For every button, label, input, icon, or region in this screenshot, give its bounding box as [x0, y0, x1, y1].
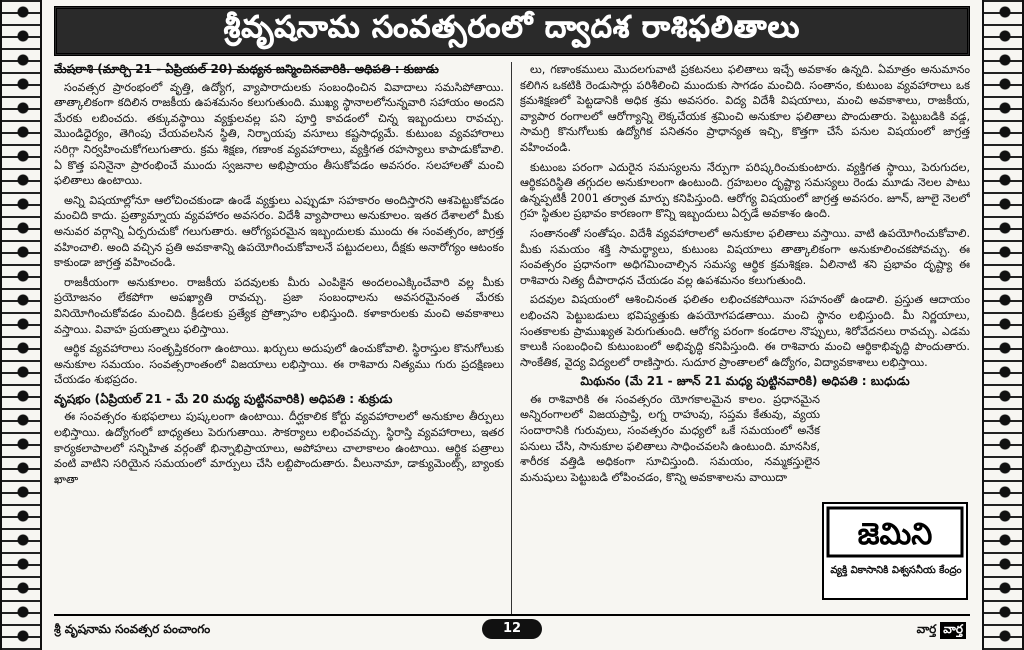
- decorative-left-border: [0, 0, 42, 650]
- continued-paragraph: లు, గణాంకములు మొదలగువాటి ప్రకటనలు ఫలితాలు ఇచ్చే అవకాశం ఉన్నది. ఏమాత్రం అనుమానం కలిగిన ఒకటికి రెండుసార్లు పరిశీలించి ముందుకు సాగడం మంచిది. సంతానం, కుటుంబ వ్యవహారాలు ఒక క్రమశిక్షణలో పెట్టడానికి అధిక శ్రమ అవసరం. విద్య విదేశీ విషయాలు, మంచి అవకాశాలు, రాజకీయ, వ్యాపార రంగాలలో ఆరోగ్యాన్ని లెక్కచేయక శ్రమించి అనుకూల ఫలితాలు పొందుతారు. పెట్టుబడికి వడ్డ, సామగ్రి కొనుగోలుకు ఉద్యోగిక పనితనం ప్రాధాన్యత ఇచ్చి, కొత్తగా చేసే పనుల విషయంలో జాగ్రత్త వహించండి.: [520, 63, 970, 154]
- jemini-advertisement: [822, 502, 968, 600]
- mesha-paragraph: సంవత్సర ప్రారంభంలో వృత్తి, ఉద్యోగ, వ్యాపారాదులకు సంబంధించిన వివాదాలు సమసిపోతాయి. తాత్కాలికంగా కదిలిన రాజకీయ ఉపశమనం కలుగుతుంది. ముఖ్య స్థానాలలోనున్నవారి సహాయం అందని మేరకు లబించదు. తక్కువస్థాయి వ్యక్తులవల్ల పని పూర్తి కావడంలో చిన్న ఇబ్బందులు రావచ్చు. మొండిధైర్యం, తెగింపు చేయవలసిన స్థితి, నిర్భాయపు వసూలు కష్టసాధ్యమే. కుటుంబ వ్యవహారాలు సరిగ్గా నిర్వహించుకోగలుగుతారు. క్రమ శిక్షణ, గణాంక వ్యవహారాలు, వ్యక్తిగత రహస్యాలు కాపాడుకోవాలి. ఏ కొత్త పనినైనా ప్రారంభించే ముందు స్వజనాల అభిప్రాయం తీసుకోవడం అవసరం. సలహాలతో మంచి ఫలితాలు ఉంటాయి.: [54, 80, 504, 188]
- mithuna-paragraph: ఈ రాశివారికి ఈ సంవత్సరం యోగకాలమైన కాలం. ప్రధానమైన అన్నిరంగాలలో విజయప్రాప్తి, లగ్న రాహువు, సప్తమ కేతువు, వ్యయ సందారానికి గురువులు, సంవత్సరం మధ్యలో ఒకే సమయంలో అనేక పనులు చేసి, సానుకూల ఫలితాలు సాధించవలసి ఉంటుంది. మానసిక, శారీరక వత్తిడి అధికంగా సూచిస్తుంది. సమయం, నమ్మకస్తులైన మనుషులు పెట్టుబడి లోపించడం, కొన్ని అవకాశాలను వాయిదా: [520, 392, 820, 484]
- continued-paragraph: కుటుంబ పరంగా ఎదురైన సమస్యలను నేర్పుగా పరిష్కరించుకుంటారు. వ్యక్తిగత స్థాయి, పెరుగుదల, ఆర్థికపరిస్థితి తగ్గుదల అనుకూలంగా ఉంటుంది. గ్రహబలం దృష్ట్యా సమస్యలు రెండు మూడు నెలల పాటు ఉన్నప్పటికీ 2001 తర్వాత మార్పు కనిపిస్తుంది. ఆరోగ్య విషయంలో జాగ్రత్త అవసరం. జూన్, జూలై నెలలో గ్రహ స్థితుల ప్రభావం కారణంగా కొన్ని ఇబ్బందులు ఏర్పడే అవకాశం ఉంది.: [520, 160, 970, 221]
- jemini-logo: [824, 504, 966, 560]
- page-title: శ్రీవృషనామ సంవత్సరంలో ద్వాదశ రాశిఫలితాలు: [223, 10, 801, 45]
- vrushabha-paragraph: ఈ సంవత్సరం శుభఫలాలు పుష్కలంగా ఉంటాయి. దీర్ఘకాలిక కోర్టు వ్యవహారాలలో అనుకూల తీర్పులు లభిస్తాయి. ఉద్యోగంలో బాధ్యతలు పెరుగుతాయి. సౌకర్యాలు లభించవచ్చు. స్థిరాస్తి వ్యవహారాలు, ఇతర కార్యకలాపాలలో సన్నిహిత వర్గంతో భిన్నాభిప్రాయాలు, అపోహలు చాలాకాలం ఉంటాయి. ఆర్థిక పత్రాలు వంటి వాటిని సరియైన సమయంలో మార్పులు చేసి లబ్దిపొందుతారు. వీలునామా, డాక్యుమెంట్స్, బ్యాంకు ఖాతా: [54, 410, 504, 486]
- mesha-paragraph: రాజకీయంగా అనుకూలం. రాజకీయ పదవులకు మీరు ఎంపికైన అందలంఎక్కించేవారి వల్ల మీకు ప్రయోజనం లేకపోగా అపఖ్యాతి రావచ్చు. ప్రజా సంబంధాలను అవసరమైనంత మేరకు వినియోగించుకోవడం మంచిది. క్రీడలకు ప్రత్యేక ప్రోత్సాహం లభిస్తుంది. కళాకారులకు మంచి అవకాశాలు వస్తాయి. వివాహ ప్రయత్నాలు ఫలిస్తాయి.: [54, 275, 504, 336]
- left-column: [54, 62, 504, 614]
- jemini-tagline: వ్యక్తి వికాసానికి విశ్వసనీయ కేంద్రం: [830, 565, 962, 576]
- column-divider: [511, 62, 512, 614]
- continued-paragraph: సంతానంతో సంతోషం. విదేశీ వ్యవహారాలలో అనుకూల ఫలితాలు వస్తాయి. వాటి ఉపయోగించుకోవాలి. మీకు సమయం శక్తి సామర్థ్యాలు, కుటుంబ విషయాలు తాత్కాలికంగా అనుకూలించకపోవచ్చు. ఈ సంవత్సరం ప్రధానంగా అధిగమించాల్సిన సమస్య ఆర్థిక క్రమశిక్షణ. ఏలినాటి శని ప్రభావం దృష్ట్యా ఈ రాశివారు నిత్య దీపారాధన చేయడం వల్ల ఉపశమనం కలుగుతుంది.: [520, 226, 970, 287]
- continued-paragraph: పదవుల విషయంలో ఆశించినంత ఫలితం లభించకపోయినా సహనంతో ఉండాలి. ప్రస్తుత ఆదాయం లభించని పెట్టుబడులు భవిష్యత్తుకు ఉపయోగపడతాయి. మంచి స్థానం లభిస్తుంది. మీ నిర్ణయాలు, సంతకాలకు ప్రాముఖ్యత పెరుగుతుంది. ఆరోగ్య పరంగా కండరాల నొప్పులు, శిరోవేదనలు రావచ్చు. ఎడమ కాలుకి సంబంధించి కుటుంబంలో అభివృద్ధి కనిపిస్తుంది. ఈ రాశివారు మంచి ఆర్థికాభివృద్ధి పొందుతారు. సాంకేతిక, వైద్య విద్యలలో రాణిస్తారు. సుదూర ప్రాంతాలలో ఉద్యోగం, విద్యావకాశాలు లభిస్తాయి.: [520, 293, 970, 369]
- decorative-right-border: [982, 0, 1024, 650]
- page-number: 12: [482, 619, 542, 639]
- footer-publication-name: శ్రీ వృషనామ సంవత్సర పంచాంగం: [54, 621, 211, 636]
- publisher-logo: వార్త: [940, 622, 966, 639]
- page-footer: [54, 614, 970, 644]
- publisher-credit: [917, 622, 966, 639]
- mesha-paragraph: ఆర్థిక వ్యవహారాలు సంతృప్తికరంగా ఉంటాయి. ఖర్చులు అదుపులో ఉంచుకోవాలి. స్థిరాస్తుల కొనుగోలుకు అనుకూల సమయం. సంవత్సరాంతంలో విజయాలు లభిస్తాయి. ఈ రాశివారు నిత్యము గురు ప్రదక్షిణలు చేయడం శుభప్రదం.: [54, 342, 504, 387]
- svg-text:జెమిని: జెమిని: [857, 517, 933, 552]
- publisher-prefix: వార్త: [916, 621, 937, 636]
- mesha-paragraph: అన్ని విషయాల్లోనూ ఆలోచించకుండా ఉండే వ్యక్తులు ఎప్పుడూ సహకారం అందిస్తారని ఆశపెట్టుకోవడం మంచిది కాదు. ప్రత్యామ్నాయ వ్యవహారం అవసరం. విదేశీ వ్యాపారాలు అనుకూలం. ఇతర దేశాలలో మీకు అనువర వర్గాన్ని ఏర్పరుచుకో గలుగుతారు. ఆరోగ్యపరమైన ఇబ్బందులకు ముందు ఈ సంవత్సరం, జాగ్రత్త వహించాలి. అంది వచ్చిన ప్రతి అవకాశాన్ని ఉపయోగించుకోవాలనే పట్టుదలలు, దీక్షకు అనారోగ్యం ఆటంకం కాకుండా జాగ్రత్త వహించండి.: [54, 193, 504, 270]
- mesha-heading: మేషరాశి (మార్చి 21 - ఏప్రియల్ 20) మధ్యన జన్మించినవారికి. అధిపతి : కుజుడు: [54, 62, 439, 76]
- mithuna-heading: మిథునం (మే 21 - జూన్ 21 మధ్య పుట్టినవారికి) అధిపతి : బుధుడు: [580, 374, 910, 389]
- page-title-banner: [54, 6, 970, 56]
- vrushabha-heading: వృషభం (ఏప్రియల్ 21 - మే 20 మధ్య పుట్టినవారికి) అధిపతి : శుక్రుడు: [54, 391, 393, 406]
